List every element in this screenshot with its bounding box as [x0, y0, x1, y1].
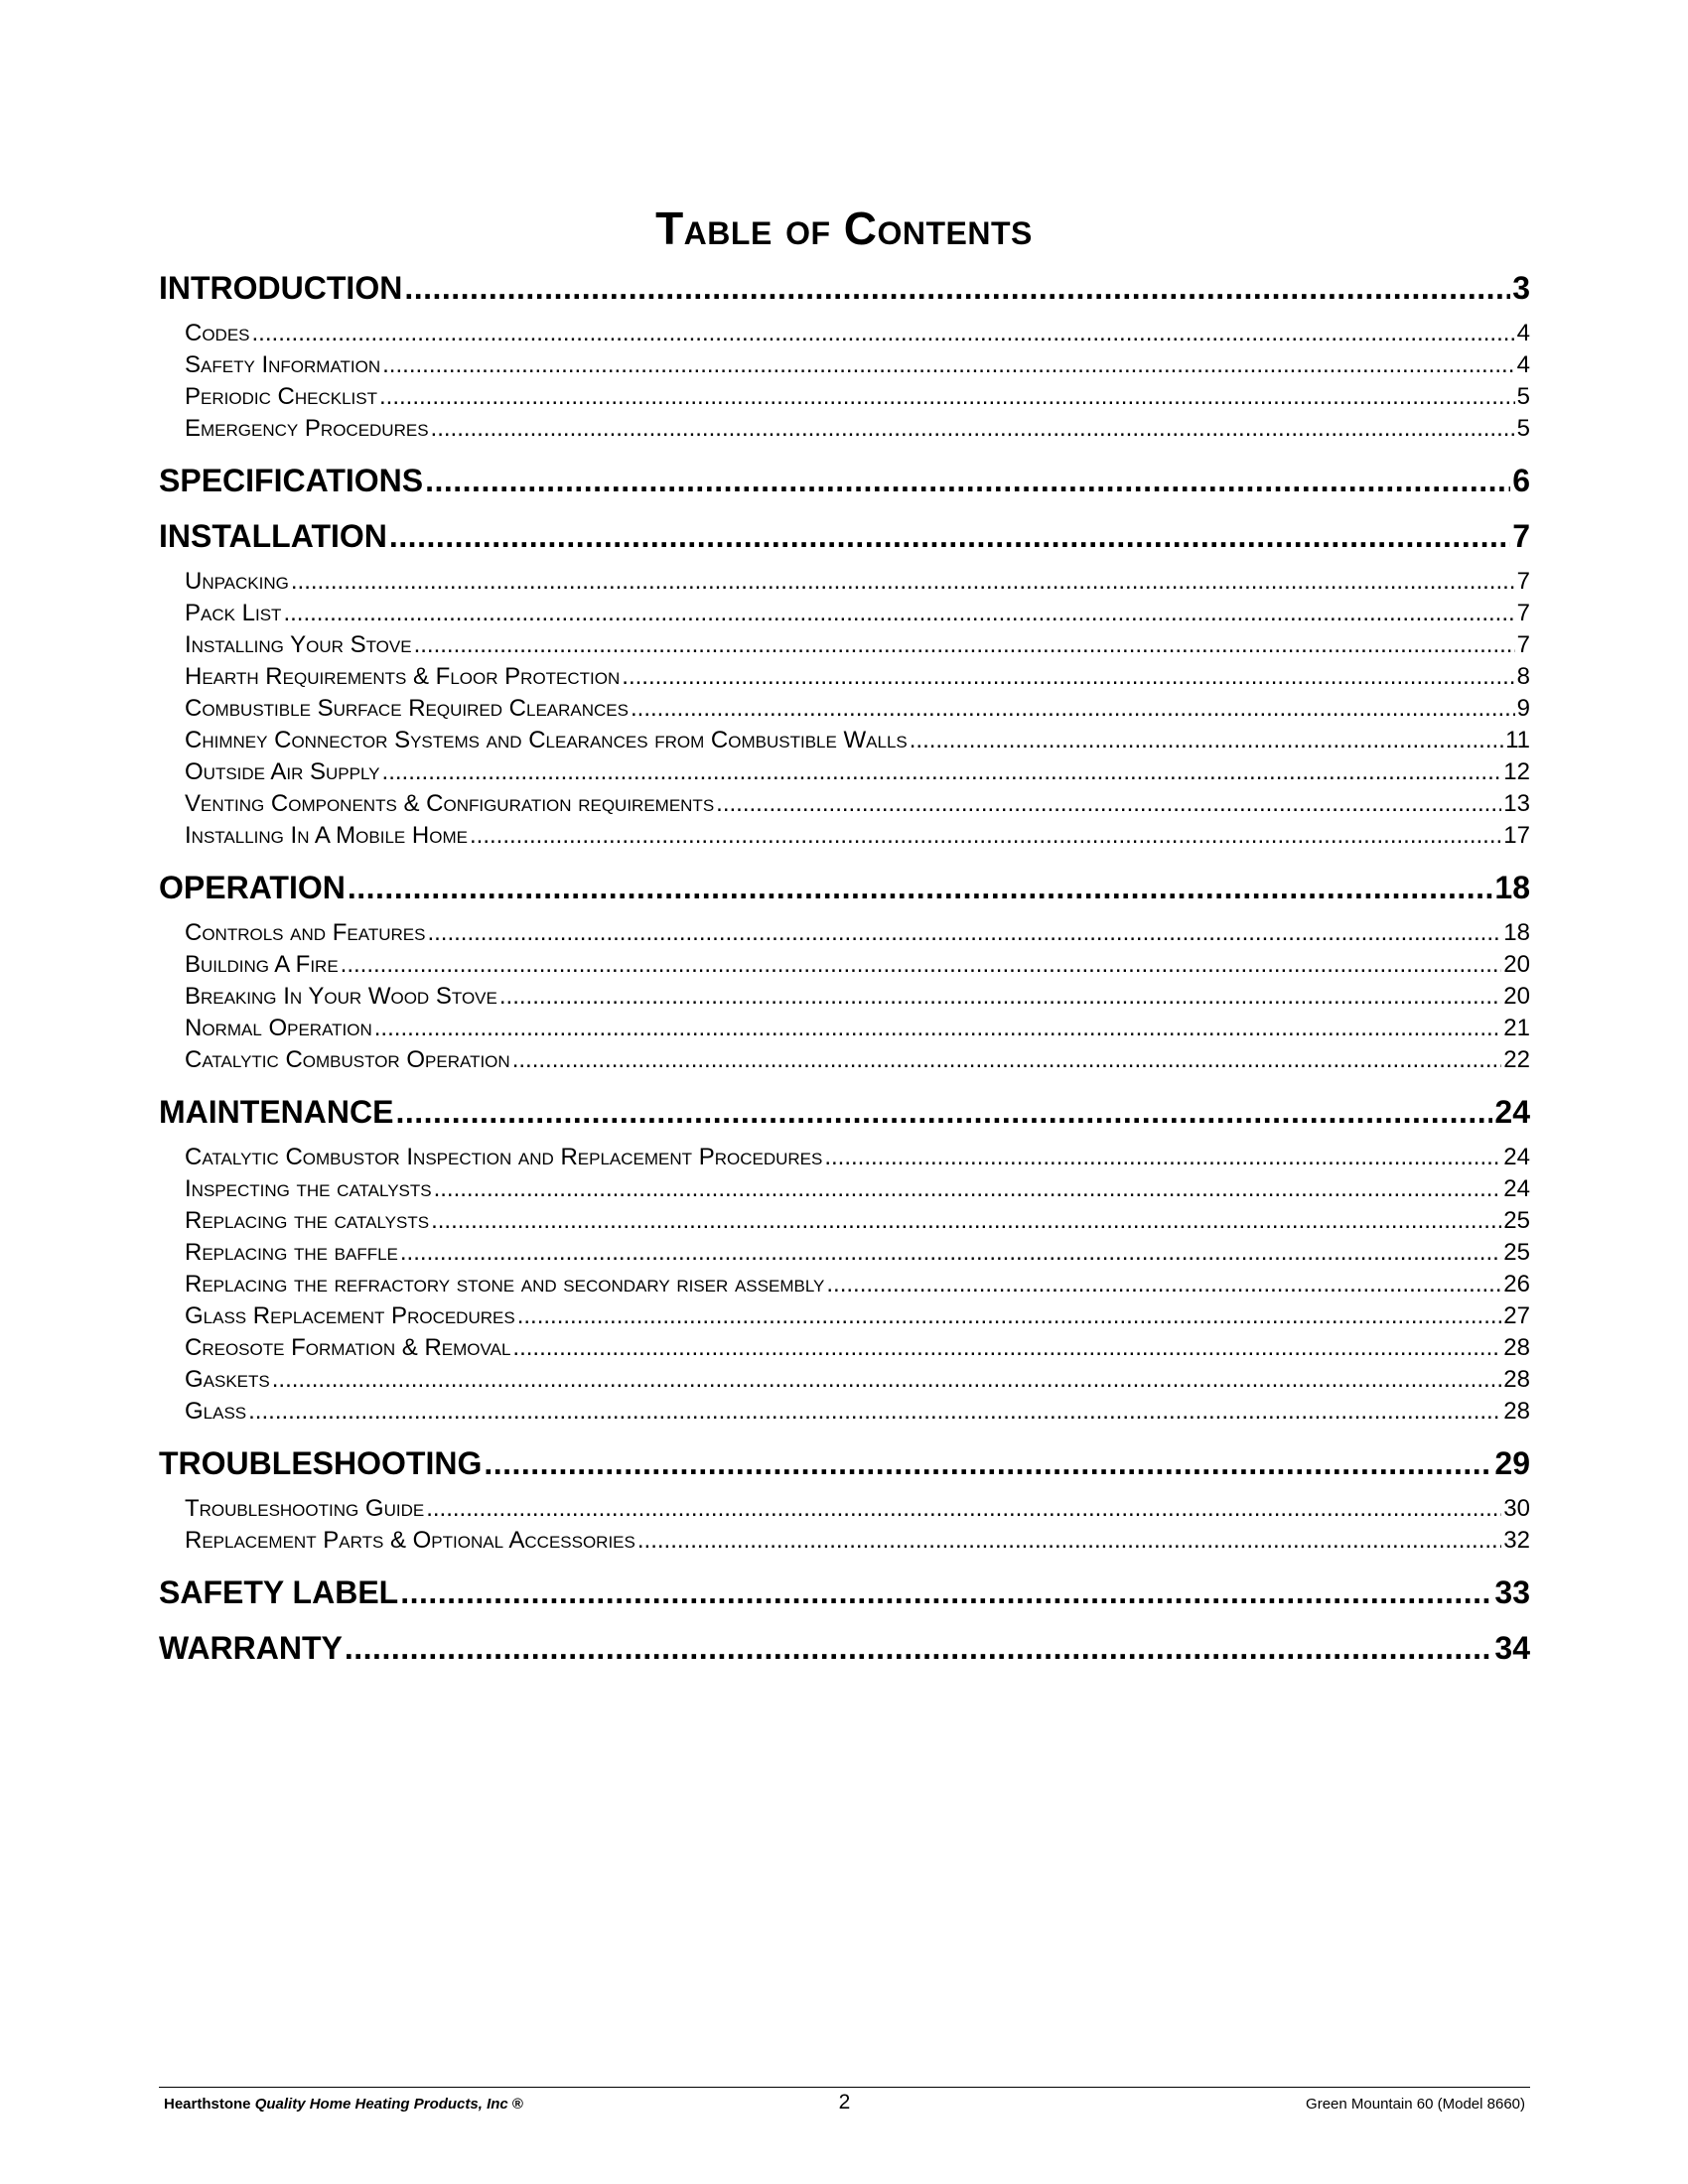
- toc-subsection-page: 32: [1503, 1527, 1530, 1554]
- toc-subsection-title: Unpacking: [185, 568, 289, 595]
- toc-section-entry[interactable]: [159, 1572, 1530, 1612]
- toc-dot-leader: [484, 1443, 1492, 1483]
- toc-dot-leader: [637, 1525, 1501, 1557]
- toc-dot-leader: [291, 566, 1515, 598]
- toc-dot-leader: [252, 318, 1515, 349]
- toc-subsection-page: 5: [1516, 415, 1530, 442]
- toc-subsection-entry[interactable]: [159, 629, 1530, 661]
- table-of-contents: [159, 268, 1530, 1678]
- toc-subsection-entry[interactable]: [159, 349, 1530, 381]
- toc-subsection-page: 7: [1516, 568, 1530, 595]
- toc-section-title: WARRANTY: [159, 1630, 343, 1666]
- toc-dot-leader: [414, 629, 1515, 661]
- toc-dot-leader: [517, 1300, 1502, 1332]
- toc-subsection-entry[interactable]: [159, 1173, 1530, 1205]
- toc-section-title: SPECIFICATIONS: [159, 463, 424, 498]
- toc-dot-leader: [470, 820, 1501, 852]
- toc-subsection-title: Building A Fire: [185, 951, 339, 978]
- toc-dot-leader: [400, 1572, 1492, 1612]
- toc-subsection-entry[interactable]: [159, 1237, 1530, 1269]
- toc-subsection-page: 22: [1503, 1046, 1530, 1073]
- toc-subsection-entry[interactable]: [159, 756, 1530, 788]
- toc-subsection-title: Glass: [185, 1398, 247, 1425]
- toc-dot-leader: [431, 413, 1515, 445]
- toc-dot-leader: [499, 981, 1501, 1013]
- toc-subsection-page: 25: [1503, 1207, 1530, 1234]
- toc-subsection-entry[interactable]: [159, 981, 1530, 1013]
- toc-dot-leader: [910, 725, 1503, 756]
- toc-dot-leader: [716, 788, 1501, 820]
- footer-company-name: Hearthstone: [164, 2096, 251, 2113]
- toc-dot-leader: [434, 1173, 1502, 1205]
- toc-dot-leader: [512, 1044, 1502, 1076]
- toc-subsection-page: 20: [1503, 983, 1530, 1010]
- toc-subsection-page: 9: [1516, 695, 1530, 722]
- toc-section-title: INTRODUCTION: [159, 270, 403, 306]
- toc-dot-leader: [400, 1237, 1501, 1269]
- toc-subsection-page: 5: [1516, 383, 1530, 410]
- toc-subsection-page: 8: [1516, 663, 1530, 690]
- toc-subsection-title: Venting Components & Configuration requirements: [185, 790, 715, 817]
- toc-subsection-entry[interactable]: [159, 1142, 1530, 1173]
- toc-dot-leader: [826, 1269, 1501, 1300]
- toc-subsection-title: Catalytic Combustor Inspection and Replacement Procedures: [185, 1144, 823, 1170]
- toc-section-entry[interactable]: [159, 1092, 1530, 1132]
- toc-section-entry[interactable]: [159, 516, 1530, 556]
- footer-registered-mark: ®: [511, 2096, 523, 2113]
- toc-subsection-entry[interactable]: [159, 949, 1530, 981]
- toc-dot-leader: [431, 1205, 1501, 1237]
- toc-subsection-page: 28: [1503, 1334, 1530, 1361]
- toc-subsection-entry[interactable]: [159, 1364, 1530, 1396]
- toc-dot-leader: [248, 1396, 1501, 1428]
- page-footer: [159, 2087, 1530, 2114]
- toc-subsection-entry[interactable]: [159, 917, 1530, 949]
- toc-subsection-title: Replacing the refractory stone and secondary riser assembly: [185, 1271, 825, 1297]
- toc-subsection-title: Combustible Surface Required Clearances: [185, 695, 629, 722]
- toc-dot-leader: [824, 1142, 1501, 1173]
- toc-dot-leader: [426, 1493, 1501, 1525]
- toc-subsection-page: 24: [1503, 1144, 1530, 1170]
- toc-subsection-entry[interactable]: [159, 788, 1530, 820]
- toc-subsection-page: 7: [1516, 600, 1530, 626]
- toc-subsection-entry[interactable]: [159, 661, 1530, 693]
- toc-subsection-page: 26: [1503, 1271, 1530, 1297]
- toc-subsection-entry[interactable]: [159, 381, 1530, 413]
- toc-subsection-title: Chimney Connector Systems and Clearances from Combustible Walls: [185, 727, 908, 753]
- toc-subsection-entry[interactable]: [159, 1493, 1530, 1525]
- toc-section-entry[interactable]: [159, 1443, 1530, 1483]
- toc-dot-leader: [379, 381, 1515, 413]
- toc-subsection-entry[interactable]: [159, 1013, 1530, 1044]
- toc-dot-leader: [395, 1092, 1492, 1132]
- toc-subsection-title: Inspecting the catalysts: [185, 1175, 432, 1202]
- toc-section-page: 34: [1494, 1630, 1530, 1666]
- page-title: Table of Contents: [655, 203, 1033, 254]
- toc-subsection-page: 18: [1503, 919, 1530, 946]
- toc-subsection-title: Controls and Features: [185, 919, 426, 946]
- toc-subsection-page: 21: [1503, 1015, 1530, 1041]
- toc-subsection-entry[interactable]: [159, 1300, 1530, 1332]
- footer-model: Green Mountain 60 (Model 8660): [1306, 2096, 1525, 2113]
- toc-section-entry[interactable]: [159, 868, 1530, 907]
- toc-subsection-entry[interactable]: [159, 598, 1530, 629]
- toc-section-page: 7: [1512, 518, 1530, 554]
- toc-subsection-page: 11: [1505, 727, 1530, 753]
- toc-dot-leader: [425, 461, 1510, 500]
- toc-subsection-title: Creosote Formation & Removal: [185, 1334, 511, 1361]
- toc-dot-leader: [382, 349, 1515, 381]
- toc-subsection-title: Glass Replacement Procedures: [185, 1302, 515, 1329]
- toc-section-entry[interactable]: [159, 268, 1530, 308]
- toc-dot-leader: [427, 917, 1501, 949]
- toc-subsection-title: Safety Information: [185, 351, 381, 378]
- toc-section-page: 33: [1494, 1574, 1530, 1610]
- toc-subsection-title: Pack List: [185, 600, 282, 626]
- toc-dot-leader: [341, 949, 1502, 981]
- toc-subsection-entry[interactable]: [159, 1044, 1530, 1076]
- toc-dot-leader: [622, 661, 1514, 693]
- toc-subsection-title: Codes: [185, 320, 250, 346]
- toc-subsection-entry[interactable]: [159, 413, 1530, 445]
- toc-section-title: MAINTENANCE: [159, 1094, 394, 1130]
- toc-section-title: INSTALLATION: [159, 518, 387, 554]
- toc-subsection-entry[interactable]: [159, 725, 1530, 756]
- toc-subsection-entry[interactable]: [159, 820, 1530, 852]
- toc-dot-leader: [272, 1364, 1502, 1396]
- toc-dot-leader: [389, 516, 1510, 556]
- toc-dot-leader: [404, 268, 1510, 308]
- toc-dot-leader: [374, 1013, 1502, 1044]
- toc-subsection-page: 20: [1503, 951, 1530, 978]
- toc-subsection-page: 13: [1503, 790, 1530, 817]
- toc-subsection-title: Replacing the baffle: [185, 1239, 398, 1266]
- toc-dot-leader: [348, 868, 1493, 907]
- toc-subsection-title: Installing Your Stove: [185, 631, 412, 658]
- toc-subsection-title: Normal Operation: [185, 1015, 372, 1041]
- toc-section-title: TROUBLESHOOTING: [159, 1445, 483, 1481]
- toc-section-title: SAFETY LABEL: [159, 1574, 399, 1610]
- toc-subsection-page: 30: [1503, 1495, 1530, 1522]
- toc-section-entry[interactable]: [159, 1628, 1530, 1668]
- toc-subsection-entry[interactable]: [159, 1269, 1530, 1300]
- toc-section-title: OPERATION: [159, 870, 346, 905]
- toc-subsection-entry[interactable]: [159, 318, 1530, 349]
- toc-subsection-entry[interactable]: [159, 1332, 1530, 1364]
- toc-subsection-title: Periodic Checklist: [185, 383, 377, 410]
- toc-subsection-entry[interactable]: [159, 1396, 1530, 1428]
- toc-subsection-entry[interactable]: [159, 693, 1530, 725]
- toc-dot-leader: [631, 693, 1515, 725]
- toc-subsection-entry[interactable]: [159, 566, 1530, 598]
- toc-subsection-title: Breaking In Your Wood Stove: [185, 983, 497, 1010]
- toc-section-page: 18: [1494, 870, 1530, 905]
- footer-company-tagline: Quality Home Heating Products, Inc: [254, 2096, 508, 2113]
- toc-subsection-title: Emergency Procedures: [185, 415, 429, 442]
- toc-subsection-page: 12: [1503, 758, 1530, 785]
- toc-subsection-page: 28: [1503, 1366, 1530, 1393]
- toc-subsection-entry[interactable]: [159, 1525, 1530, 1557]
- toc-subsection-title: Catalytic Combustor Operation: [185, 1046, 510, 1073]
- toc-dot-leader: [345, 1628, 1493, 1668]
- toc-subsection-title: Gaskets: [185, 1366, 270, 1393]
- toc-subsection-page: 27: [1503, 1302, 1530, 1329]
- footer-page-number: 2: [838, 2091, 851, 2114]
- toc-subsection-entry[interactable]: [159, 1205, 1530, 1237]
- toc-subsection-page: 7: [1516, 631, 1530, 658]
- toc-section-page: 29: [1494, 1445, 1530, 1481]
- toc-subsection-page: 25: [1503, 1239, 1530, 1266]
- toc-dot-leader: [283, 598, 1514, 629]
- toc-dot-leader: [512, 1332, 1501, 1364]
- toc-subsection-page: 28: [1503, 1398, 1530, 1425]
- toc-subsection-page: 4: [1516, 351, 1530, 378]
- toc-section-entry[interactable]: [159, 461, 1530, 500]
- toc-dot-leader: [382, 756, 1502, 788]
- toc-section-page: 6: [1512, 463, 1530, 498]
- toc-subsection-title: Installing In A Mobile Home: [185, 822, 468, 849]
- toc-subsection-title: Troubleshooting Guide: [185, 1495, 425, 1522]
- toc-section-page: 24: [1494, 1094, 1530, 1130]
- toc-subsection-page: 4: [1516, 320, 1530, 346]
- toc-subsection-page: 17: [1503, 822, 1530, 849]
- toc-subsection-title: Outside Air Supply: [185, 758, 380, 785]
- toc-subsection-title: Hearth Requirements & Floor Protection: [185, 663, 621, 690]
- toc-subsection-title: Replacement Parts & Optional Accessories: [185, 1527, 635, 1554]
- toc-subsection-page: 24: [1503, 1175, 1530, 1202]
- toc-section-page: 3: [1512, 270, 1530, 306]
- toc-subsection-title: Replacing the catalysts: [185, 1207, 430, 1234]
